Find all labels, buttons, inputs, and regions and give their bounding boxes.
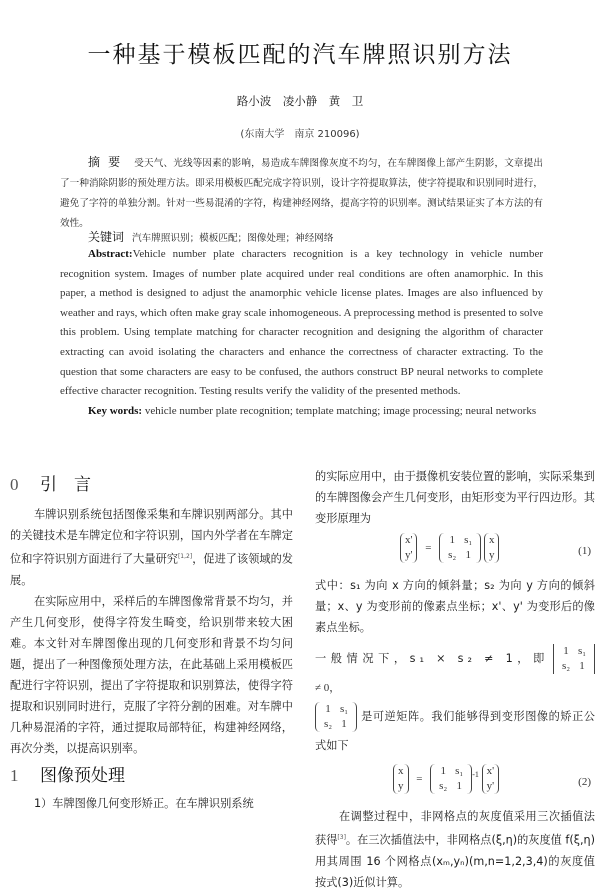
right-paragraph-1: 的实际应用中，由于摄像机安装位置的影响，实际采集到的车牌图像会产生几何变形，由矩形变为平行四边形。其变形原理为 [315, 470, 595, 525]
abstract-chinese [60, 152, 543, 234]
matrix: 1 s₁ s₂ 1 [430, 764, 472, 794]
equation-number: (2) [578, 776, 591, 788]
intro-paragraph-2: 在实际应用中，采样后的车牌图像常背景不均匀，并产生几何变形，使得字符发生畸变，给识别带来较大困难。本文针对车牌图像出现的几何变形和背景不均匀问题，提出了一种图像预处理方法，在此基础上采用模板匹配进行字符识别，提出了字符提取和识别算法，使得字符提取和识别同时进行，克服了字符分割的困难。对车牌中几种易混淆的字符，通过提取局部特征，构建神经网络，再次分类，以提高识别率。 [10, 594, 293, 755]
matrix: 1 s₁ s₂ 1 [439, 533, 481, 563]
right-column [315, 466, 595, 893]
keywords-text: 汽车牌照识别；模板匹配；图像处理；神经网络 [132, 233, 334, 244]
paper-title: 一种基于模板匹配的汽车牌照识别方法 [87, 42, 513, 68]
section-heading-preprocessing: 1 图像预处理 [10, 765, 125, 786]
intro-paragraph-1: 车牌识别系统包括图像采集和车牌识别两部分。其中的关键技术是车牌定位和字符识别，国内外学者在车牌定位和字符识别方面进行了大量研究[1,2]，促进了该领域的发展。 [10, 508, 293, 587]
left-column [10, 474, 293, 814]
keywords-chinese [88, 228, 333, 245]
right-paragraph-4: 在调整过程中，非网格点的灰度值采用三次插值法获得[3]。在三次插值法中，非网格点(ξ,η)的灰度值 f(ξ,η)用其周围 16 个网格点(xₘ,yₙ)(m,n=1,2,3,4)的灰度值按式(3)近似计算。 [315, 810, 595, 889]
matrix-inline: 1 s₁ s₂ 1 [315, 702, 357, 732]
right-paragraph-3: 一般情况下，s₁ × s₂ ≠ 1，即 1 s₁ s₂ 1 ≠ 0， [315, 644, 595, 702]
vector-rhs: x y [484, 533, 500, 563]
equation-number: (1) [578, 545, 591, 557]
equation-1: x' y' = 1 s₁ s₂ 1 x y (1) [315, 529, 595, 575]
preprocessing-paragraph-1: 1）车牌图像几何变形矫正。在车牌识别系统 [34, 796, 254, 810]
abstract-en-label: Abstract: [88, 248, 133, 260]
vector-rhs: x' y' [482, 764, 499, 794]
keywords-en-label: Key words: [88, 404, 143, 417]
paper-affiliation: (东南大学 南京 210096) [240, 129, 360, 140]
right-paragraph-3b: 1 s₁ s₂ 1 是可逆矩阵。我们能够得到变形图像的矫正公式如下 [315, 703, 595, 752]
equation-2: x y = 1 s₁ s₂ 1 $^{-1}$ x' y' (2) [315, 760, 595, 806]
vector-lhs: x' y' [400, 533, 417, 563]
abstract-text: 受天气、光线等因素的影响，易造成车牌图像灰度不均匀，在车牌图像上部产生阴影，文章提出了一种消除阴影的预处理方法。即采用模板匹配完成字符识别，设计字符提取算法，使字符提取和识别同时进行，避免了字符的单独分割。针对一些易混淆的字符，构建神经网络，提高字符的识别率。测试结果证实了本方法的有效性。 [60, 158, 543, 229]
determinant: 1 s₁ s₂ 1 [553, 644, 595, 674]
section-heading-intro: 0 引 言 [10, 475, 91, 495]
abstract-english [60, 245, 543, 421]
right-paragraph-2: 式中：s₁ 为向 x 方向的倾斜量；s₂ 为向 y 方向的倾斜量；x、y 为变形前的像素点坐标；x'、y' 为变形后的像素点坐标。 [315, 579, 595, 634]
keywords-label: 关键词 [88, 230, 125, 244]
abstract-en-text: Vehicle number plate characters recognition is a key technology in vehicle number recognition system. Images of number plate acquired under real conditions are often anamorphic. In this paper, a method is designed to adjust the anamorphic vehicle license plates. Images are also influenced by weather and rays, which often make gray scale inhomogeneous. A preprocessing method is presented to solve this problem. Using template matching for character recognition and designing the algorithm of character extracting can avoid isolating the characters and enhance the correctness of character extracting. To the question that some characters are easy to be confused, the authors construct BP neural networks to complete effective character recognition. Testing results verify the validity of the presented methods. [60, 248, 543, 398]
vector-lhs: x y [393, 764, 409, 794]
keywords-en-text: vehicle number plate recognition; template matching; image processing; neural networks [144, 404, 537, 417]
abstract-label: 摘要 [88, 155, 129, 169]
paper-authors: 路小波 凌小静 黄 卫 [236, 94, 364, 108]
